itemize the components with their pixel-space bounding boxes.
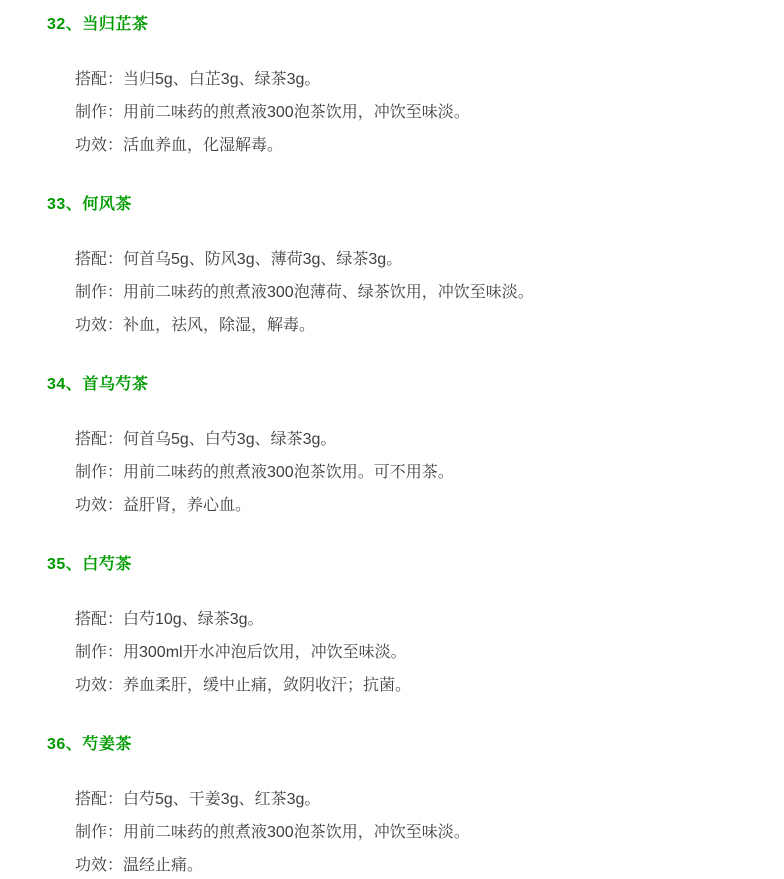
ingredients-line: 搭配：何首乌5g、防风3g、薄荷3g、绿茶3g。 [75, 251, 403, 268]
ingredients-line: 搭配：白芍10g、绿茶3g。 [75, 611, 264, 628]
tea-section-34 [0, 374, 784, 522]
effects-line: 功效：活血养血，化湿解毒。 [75, 137, 284, 154]
tea-section-32 [0, 14, 784, 162]
section-title: 首乌芍茶 [82, 376, 149, 393]
preparation-line: 制作：用前二味药的煎煮液300泡茶饮用，冲饮至味淡。 [75, 824, 470, 841]
effects-line: 功效：益肝肾，养心血。 [75, 497, 252, 514]
section-title: 何风茶 [82, 196, 132, 213]
section-number: 35、 [47, 556, 83, 573]
effects-line: 功效：补血，祛风，除湿，解毒。 [75, 317, 316, 334]
section-heading [47, 374, 784, 396]
section-heading [47, 734, 784, 756]
section-heading [47, 554, 784, 576]
section-body [75, 603, 784, 702]
preparation-line: 制作：用前二味药的煎煮液300泡薄荷、绿茶饮用，冲饮至味淡。 [75, 284, 534, 301]
section-body [75, 783, 784, 879]
section-number: 36、 [47, 736, 83, 753]
effects-line: 功效：养血柔肝，缓中止痛，敛阴收汗；抗菌。 [75, 677, 412, 694]
section-number: 32、 [47, 16, 83, 33]
section-number: 33、 [47, 196, 83, 213]
ingredients-line: 搭配：白芍5g、干姜3g、红茶3g。 [75, 791, 321, 808]
tea-section-33 [0, 194, 784, 342]
section-body [75, 63, 784, 162]
preparation-line: 制作：用前二味药的煎煮液300泡茶饮用。可不用茶。 [75, 464, 454, 481]
section-number: 34、 [47, 376, 83, 393]
tea-section-36 [0, 734, 784, 879]
ingredients-line: 搭配：当归5g、白芷3g、绿茶3g。 [75, 71, 321, 88]
section-title: 芍姜茶 [82, 736, 132, 753]
section-heading [47, 194, 784, 216]
section-title: 当归芷茶 [82, 16, 149, 33]
section-title: 白芍茶 [82, 556, 132, 573]
section-body [75, 423, 784, 522]
tea-section-35 [0, 554, 784, 702]
section-body [75, 243, 784, 342]
preparation-line: 制作：用300ml开水冲泡后饮用，冲饮至味淡。 [75, 644, 407, 661]
ingredients-line: 搭配：何首乌5g、白芍3g、绿茶3g。 [75, 431, 337, 448]
effects-line: 功效：温经止痛。 [75, 857, 204, 874]
preparation-line: 制作：用前二味药的煎煮液300泡茶饮用，冲饮至味淡。 [75, 104, 470, 121]
section-heading [47, 14, 784, 36]
